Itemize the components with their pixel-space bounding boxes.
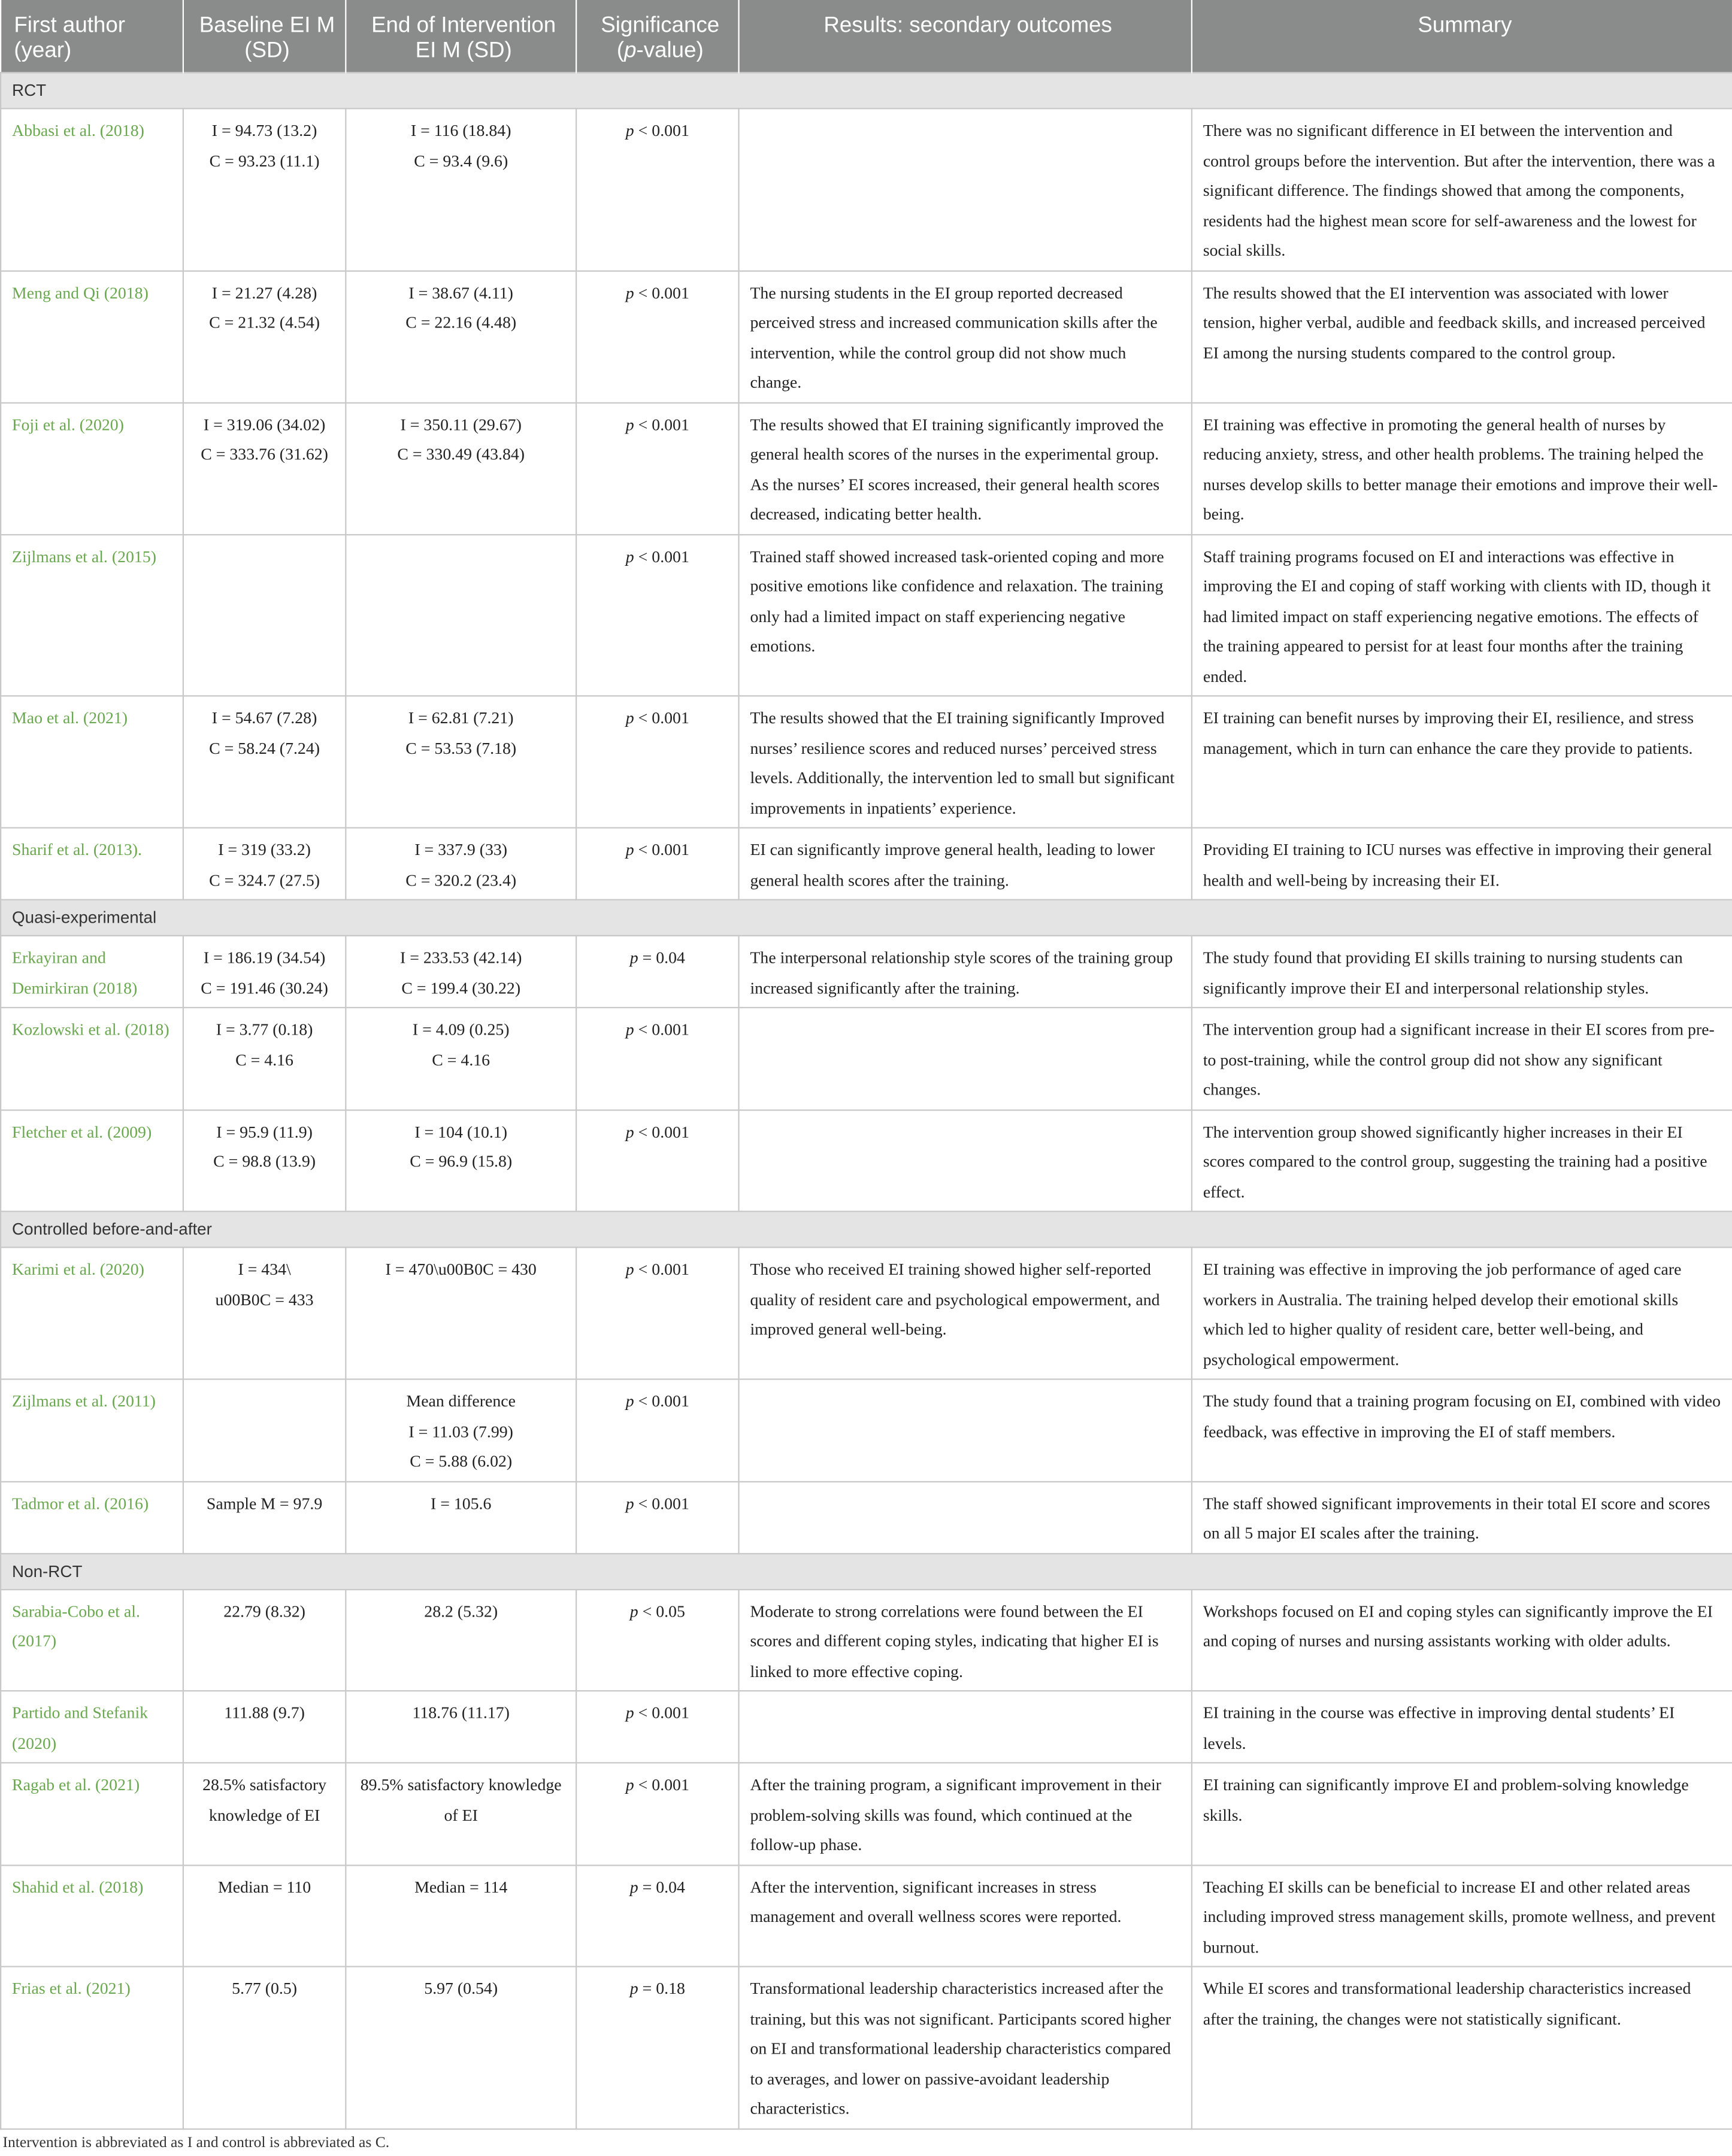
results-cell	[739, 1691, 1192, 1763]
author-cell[interactable]: Sharif et al. (2013).	[1, 828, 183, 900]
baseline-cell	[183, 1763, 346, 1864]
author-cell[interactable]: Sarabia-Cobo et al. (2017)	[1, 1589, 183, 1691]
end-cell	[346, 402, 576, 534]
baseline-value: I = 3.77 (0.18)	[216, 1020, 313, 1039]
author-cell[interactable]: Frias et al. (2021)	[1, 1967, 183, 2128]
results-cell	[739, 1481, 1192, 1553]
table-row	[1, 696, 1732, 827]
summary-cell: EI training can benefit nurses by improving their EI, resilience, and stress management, which in turn can enhance the care they provide to patients.	[1192, 696, 1732, 827]
baseline-value: I = 434\	[238, 1260, 291, 1279]
baseline-cell	[183, 828, 346, 900]
table-row	[1, 1967, 1732, 2128]
end-value: C = 53.53 (7.18)	[405, 738, 517, 757]
baseline-value: I = 21.27 (4.28)	[211, 283, 317, 302]
end-value: I = 38.67 (4.11)	[408, 283, 513, 302]
significance-cell: p < 0.001	[576, 1008, 738, 1109]
significance-cell: p = 0.18	[576, 1967, 738, 2128]
end-cell	[346, 534, 576, 696]
end-value: I = 62.81 (7.21)	[408, 708, 514, 727]
table-body	[1, 72, 1732, 2128]
baseline-value: I = 94.73 (13.2)	[211, 121, 317, 140]
end-value: C = 5.88 (6.02)	[410, 1451, 513, 1470]
end-cell	[346, 1864, 576, 1966]
results-cell: Transformational leadership characteristics increased after the training, but this was not significant. Participants scored higher on EI and transformational leadership characteristics compared to averages, and lower on passive-avoidant leadership characteristics.	[739, 1967, 1192, 2128]
baseline-value: Median = 110	[217, 1877, 311, 1896]
end-value: C = 320.2 (23.4)	[405, 870, 517, 889]
author-cell[interactable]: Abbasi et al. (2018)	[1, 108, 183, 270]
results-cell: The nursing students in the EI group reported decreased perceived stress and increased communication skills after the intervention, while the control group did not show much change.	[739, 271, 1192, 402]
table-row	[1, 1247, 1732, 1379]
author-cell[interactable]: Karimi et al. (2020)	[1, 1247, 183, 1379]
author-cell[interactable]: Erkayiran and Demirkiran (2018)	[1, 936, 183, 1008]
summary-cell: EI training can significantly improve EI and problem-solving knowledge skills.	[1192, 1763, 1732, 1864]
significance-cell: p = 0.04	[576, 936, 738, 1008]
end-value: Median = 114	[414, 1877, 508, 1896]
baseline-value: 22.79 (8.32)	[223, 1602, 305, 1621]
baseline-value: 5.77 (0.5)	[232, 1979, 298, 1998]
section-row	[1, 72, 1732, 108]
table-row	[1, 271, 1732, 402]
table-row	[1, 1481, 1732, 1553]
table-row	[1, 1109, 1732, 1211]
header-baseline: Baseline EI M (SD)	[183, 0, 346, 72]
baseline-cell	[183, 1967, 346, 2128]
summary-cell: The staff showed significant improvements in their total EI score and scores on all 5 major EI scales after the training.	[1192, 1481, 1732, 1553]
end-value: I = 233.53 (42.14)	[400, 948, 522, 968]
baseline-cell	[183, 1691, 346, 1763]
baseline-value: I = 186.19 (34.54)	[203, 948, 326, 968]
baseline-cell	[183, 1247, 346, 1379]
header-author: First author (year)	[1, 0, 183, 72]
end-value: C = 22.16 (4.48)	[405, 313, 517, 332]
baseline-cell	[183, 534, 346, 696]
table-row	[1, 1589, 1732, 1691]
table-row	[1, 402, 1732, 534]
end-value: Mean difference	[406, 1391, 516, 1411]
table-row	[1, 1008, 1732, 1109]
summary-cell: Workshops focused on EI and coping styles can significantly improve the EI and coping of nurses and nursing assistants working with older adults.	[1192, 1589, 1732, 1691]
results-cell: The results showed that the EI training significantly Improved nurses’ resilience scores and reduced nurses’ perceived stress levels. Additionally, the intervention led to small but significant improvements in inpatients’ experience.	[739, 696, 1192, 827]
results-cell: After the intervention, significant increases in stress management and overall wellness scores were reported.	[739, 1864, 1192, 1966]
baseline-value: C = 191.46 (30.24)	[201, 978, 328, 997]
baseline-cell	[183, 696, 346, 827]
significance-cell: p < 0.001	[576, 108, 738, 270]
table-row	[1, 1379, 1732, 1481]
end-value: C = 4.16	[432, 1050, 490, 1069]
end-cell	[346, 696, 576, 827]
summary-cell: There was no significant difference in EI between the intervention and control groups before the intervention. But after the intervention, there was a significant difference. The findings showed that among the components, residents had the highest mean score for self-awareness and the lowest for social skills.	[1192, 108, 1732, 270]
end-cell	[346, 936, 576, 1008]
table-row	[1, 936, 1732, 1008]
results-cell: Trained staff showed increased task-oriented coping and more positive emotions like confidence and relaxation. The training only had a limited impact on staff experiencing negative emotions.	[739, 534, 1192, 696]
author-cell[interactable]: Partido and Stefanik (2020)	[1, 1691, 183, 1763]
results-cell: The results showed that EI training significantly improved the general health scores of the nurses in the experimental group. As the nurses’ EI scores increased, their general health scores decreased, indicating better health.	[739, 402, 1192, 534]
summary-cell: While EI scores and transformational leadership characteristics increased after the training, the changes were not statistically significant.	[1192, 1967, 1732, 2128]
section-row	[1, 1553, 1732, 1589]
header-results: Results: secondary outcomes	[739, 0, 1192, 72]
significance-cell: p < 0.001	[576, 828, 738, 900]
table-row	[1, 1691, 1732, 1763]
table-row	[1, 108, 1732, 270]
summary-cell: EI training in the course was effective in improving dental students’ EI levels.	[1192, 1691, 1732, 1763]
author-cell[interactable]: Kozlowski et al. (2018)	[1, 1008, 183, 1109]
baseline-value: 28.5% satisfactory knowledge of EI	[202, 1775, 327, 1824]
end-value: I = 337.9 (33)	[414, 840, 508, 859]
summary-cell: The study found that providing EI skills training to nursing students can significantly improve their EI and interpersonal relationship styles.	[1192, 936, 1732, 1008]
table-row	[1, 828, 1732, 900]
table-row	[1, 534, 1732, 696]
results-cell	[739, 108, 1192, 270]
significance-cell: p < 0.05	[576, 1589, 738, 1691]
significance-cell: p < 0.001	[576, 1247, 738, 1379]
section-row	[1, 900, 1732, 936]
end-cell	[346, 271, 576, 402]
results-cell: The interpersonal relationship style scores of the training group increased significantly after the training.	[739, 936, 1192, 1008]
summary-cell: The intervention group showed significantly higher increases in their EI scores compared to the control group, suggesting the training had a positive effect.	[1192, 1109, 1732, 1211]
summary-cell: The study found that a training program focusing on EI, combined with video feedback, was effective in improving the EI of staff members.	[1192, 1379, 1732, 1481]
table-row	[1, 1864, 1732, 1966]
baseline-value: u00B0C = 433	[215, 1290, 314, 1309]
section-label: Non-RCT	[1, 1553, 1732, 1589]
baseline-value: I = 95.9 (11.9)	[216, 1122, 313, 1141]
section-row	[1, 1211, 1732, 1247]
results-cell: After the training program, a significant improvement in their problem-solving skills was found, which continued at the follow-up phase.	[739, 1763, 1192, 1864]
author-cell[interactable]: Tadmor et al. (2016)	[1, 1481, 183, 1553]
end-value: 28.2 (5.32)	[424, 1602, 498, 1621]
baseline-value: C = 333.76 (31.62)	[201, 445, 328, 464]
summary-cell: Staff training programs focused on EI and interactions was effective in improving the EI and coping of staff working with clients with ID, though it had limited impact on staff experiencing negative emotions. The effects of the training appeared to persist for at least four months after the training ended.	[1192, 534, 1732, 696]
summary-cell: Providing EI training to ICU nurses was effective in improving their general health and well-being by increasing their EI.	[1192, 828, 1732, 900]
end-cell	[346, 1379, 576, 1481]
significance-cell: p < 0.001	[576, 696, 738, 827]
summary-cell: The results showed that the EI intervention was associated with lower tension, higher verbal, audible and feedback skills, and increased perceived EI among the nursing students compared to the control group.	[1192, 271, 1732, 402]
results-cell: Those who received EI training showed higher self-reported quality of resident care and psychological empowerment, and improved general well-being.	[739, 1247, 1192, 1379]
baseline-cell	[183, 1589, 346, 1691]
end-cell	[346, 1763, 576, 1864]
author-cell[interactable]: Zijlmans et al. (2011)	[1, 1379, 183, 1481]
end-value: I = 350.11 (29.67)	[400, 414, 522, 434]
author-cell[interactable]: Fletcher et al. (2009)	[1, 1109, 183, 1211]
end-cell	[346, 828, 576, 900]
end-cell	[346, 1691, 576, 1763]
table-row	[1, 1763, 1732, 1864]
end-cell	[346, 1481, 576, 1553]
summary-cell: EI training was effective in promoting the general health of nurses by reducing anxiety, stress, and other health problems. The training helped the nurses develop skills to better manage their emotions and improve their well-being.	[1192, 402, 1732, 534]
end-value: C = 93.4 (9.6)	[414, 151, 508, 170]
baseline-value: C = 93.23 (11.1)	[209, 151, 320, 170]
end-cell	[346, 1109, 576, 1211]
results-cell	[739, 1008, 1192, 1109]
significance-cell: p < 0.001	[576, 1379, 738, 1481]
baseline-cell	[183, 1008, 346, 1109]
footnote: Intervention is abbreviated as I and control is abbreviated as C.	[2, 2134, 390, 2151]
end-value: I = 104 (10.1)	[414, 1122, 508, 1141]
baseline-value: C = 324.7 (27.5)	[209, 870, 320, 889]
significance-cell: p < 0.001	[576, 1109, 738, 1211]
results-cell: EI can significantly improve general health, leading to lower general health scores after the training.	[739, 828, 1192, 900]
results-cell	[739, 1379, 1192, 1481]
end-value: I = 116 (18.84)	[410, 121, 511, 140]
baseline-value: C = 21.32 (4.54)	[209, 313, 320, 332]
summary-cell: Teaching EI skills can be beneficial to increase EI and other related areas including improved stress management skills, promote wellness, and prevent burnout.	[1192, 1864, 1732, 1966]
baseline-cell	[183, 936, 346, 1008]
results-cell: Moderate to strong correlations were found between the EI scores and different coping styles, indicating that higher EI is linked to more effective coping.	[739, 1589, 1192, 1691]
section-label: Quasi-experimental	[1, 900, 1732, 936]
end-value: 5.97 (0.54)	[424, 1979, 498, 1998]
baseline-value: Sample M = 97.9	[206, 1493, 323, 1513]
author-cell[interactable]: Zijlmans et al. (2015)	[1, 534, 183, 696]
header-end: End of Intervention EI M (SD)	[346, 0, 576, 72]
baseline-value: C = 58.24 (7.24)	[209, 738, 320, 757]
end-cell	[346, 1008, 576, 1109]
end-value: I = 105.6	[430, 1493, 492, 1513]
header-row	[1, 0, 1732, 72]
end-cell	[346, 1247, 576, 1379]
baseline-cell	[183, 271, 346, 402]
end-cell	[346, 1589, 576, 1691]
significance-cell: p < 0.001	[576, 271, 738, 402]
baseline-cell	[183, 1864, 346, 1966]
baseline-cell	[183, 1481, 346, 1553]
results-cell	[739, 1109, 1192, 1211]
end-value: C = 330.49 (43.84)	[397, 445, 525, 464]
baseline-value: I = 54.67 (7.28)	[211, 708, 317, 727]
baseline-value: I = 319.06 (34.02)	[203, 414, 326, 434]
baseline-cell	[183, 1109, 346, 1211]
baseline-value: I = 319 (33.2)	[218, 840, 311, 859]
author-cell[interactable]: Meng and Qi (2018)	[1, 271, 183, 402]
end-value: I = 4.09 (0.25)	[412, 1020, 510, 1039]
baseline-value: C = 4.16	[235, 1050, 293, 1069]
section-label: RCT	[1, 72, 1732, 108]
end-value: C = 199.4 (30.22)	[401, 978, 521, 997]
significance-cell: p < 0.001	[576, 534, 738, 696]
author-cell[interactable]: Shahid et al. (2018)	[1, 1864, 183, 1966]
end-cell	[346, 1967, 576, 2128]
baseline-cell	[183, 108, 346, 270]
end-value: C = 96.9 (15.8)	[410, 1152, 513, 1171]
end-value: I = 470\u00B0C = 430	[385, 1260, 537, 1279]
section-label: Controlled before-and-after	[1, 1211, 1732, 1247]
end-value: 89.5% satisfactory knowledge of EI	[360, 1775, 562, 1824]
summary-cell: The intervention group had a significant increase in their EI scores from pre-to post-training, while the control group did not show any significant changes.	[1192, 1008, 1732, 1109]
end-value: 118.76 (11.17)	[412, 1703, 510, 1723]
baseline-value: 111.88 (9.7)	[224, 1703, 305, 1723]
significance-cell: p < 0.001	[576, 1763, 738, 1864]
author-cell[interactable]: Foji et al. (2020)	[1, 402, 183, 534]
baseline-cell	[183, 1379, 346, 1481]
baseline-cell	[183, 402, 346, 534]
summary-cell: EI training was effective in improving the job performance of aged care workers in Australia. The training helped develop their emotional skills which led to higher quality of resident care, better well-being, and psychological empowerment.	[1192, 1247, 1732, 1379]
significance-cell: p < 0.001	[576, 1481, 738, 1553]
end-value: I = 11.03 (7.99)	[408, 1421, 513, 1441]
baseline-value: C = 98.8 (13.9)	[213, 1152, 316, 1171]
header-significance: Significance (p-value)	[576, 0, 738, 72]
author-cell[interactable]: Mao et al. (2021)	[1, 696, 183, 827]
significance-cell: p = 0.04	[576, 1864, 738, 1966]
significance-cell: p < 0.001	[576, 1691, 738, 1763]
author-cell[interactable]: Ragab et al. (2021)	[1, 1763, 183, 1864]
end-cell	[346, 108, 576, 270]
header-summary: Summary	[1192, 0, 1732, 72]
significance-cell: p < 0.001	[576, 402, 738, 534]
